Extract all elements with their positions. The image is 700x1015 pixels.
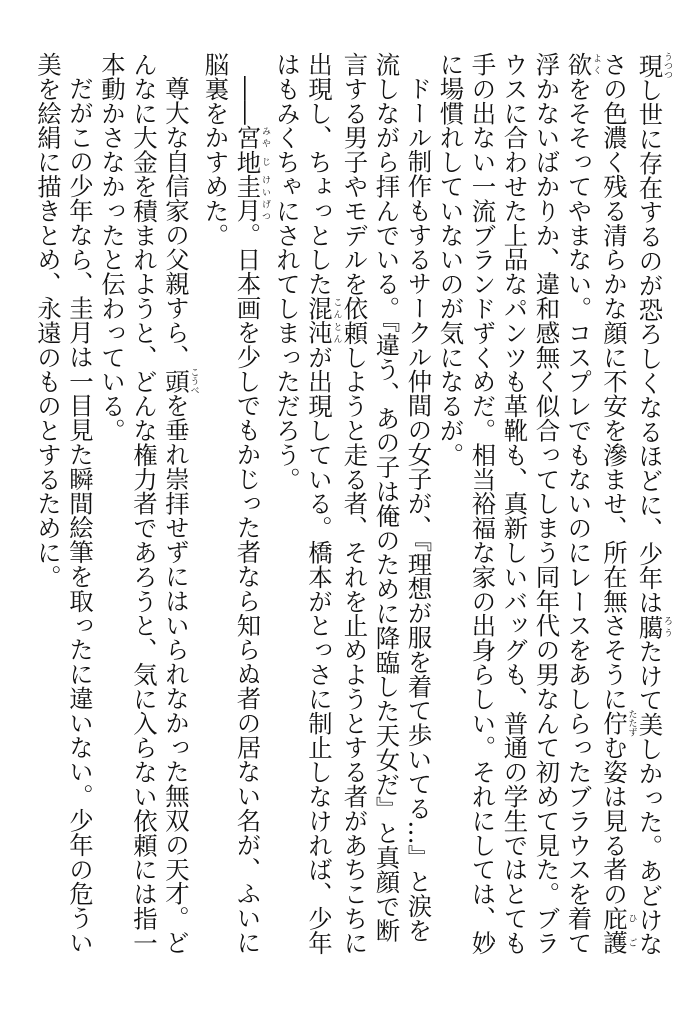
ruby-reading: こうべ <box>188 367 199 395</box>
ruby-annotation <box>599 906 637 931</box>
ruby-annotation <box>161 367 199 395</box>
ruby-base: 頭 <box>161 367 190 395</box>
ruby-base: 月 <box>232 198 262 223</box>
ruby-annotation <box>304 296 342 321</box>
text-run: たけて美しかった。あどけなさの色濃く残る清らかな顔に不安を滲ませ、所在無さそうに <box>599 52 664 957</box>
ruby-annotation <box>563 52 601 77</box>
ruby-base: 圭 <box>232 173 262 199</box>
paragraph-2 <box>270 52 434 962</box>
ruby-base: 欲 <box>563 52 593 77</box>
text-run: 。日本画を少しでもかじった者なら知らぬ者の居ない名が、ふいに脳裏をかすめた。 <box>200 52 262 955</box>
ruby-reading: じ <box>260 149 270 174</box>
ruby-reading: こん <box>331 296 342 321</box>
ruby-reading: よく <box>591 52 601 77</box>
text-run: し世に存在するのが恐ろしくなるほどに、少年は <box>634 77 664 615</box>
text-run: を垂れ崇拝せずにはいられなかった無双の天才。どんなに大金を積まれようと、どんな権力者であろうと、気に入らない依頼には指一本動かさなかったと伝わっている。 <box>97 52 190 955</box>
ruby-reading: うつつ <box>662 52 672 79</box>
ruby-annotation <box>232 198 270 223</box>
ruby-annotation <box>232 125 270 150</box>
paragraph-1 <box>434 52 673 962</box>
paragraph-4 <box>95 52 199 962</box>
ruby-annotation <box>232 149 270 174</box>
ruby-reading: ご <box>626 930 637 955</box>
ruby-base: 庇 <box>599 906 628 931</box>
text-run: が出現している。橋本がとっさに制止しなければ、少年はもみくちゃにされてしまっただろう。 <box>272 52 333 955</box>
ruby-reading: たたず <box>626 709 637 737</box>
ruby-base: 宮 <box>232 125 262 150</box>
ruby-annotation <box>634 52 672 79</box>
vertical-text-body <box>31 52 672 962</box>
text-run: む姿は見る者の <box>599 735 628 907</box>
ruby-reading: けい <box>260 173 270 199</box>
paragraph-5 <box>31 52 95 962</box>
ruby-annotation <box>599 930 637 955</box>
ruby-base: 地 <box>232 149 262 174</box>
ruby-base: 佇 <box>599 709 628 737</box>
text-run: ―― <box>232 76 262 126</box>
text-run: をそそってやまない。コスプレでもないのにレースをあしらったブラウスを着て浮かないばかりか、違和感無く似合ってしまう同年代の男なんて初めて見た。ブラウスに合わせた上品なパンツも革靴も、真新しいバッグも、普通の学生ではとても手の出ない一流ブランドずくめだ。相当裕福な家の出身らしい。それにしては、妙に場慣れしていないのが気になるが。 <box>435 52 593 955</box>
text-run: だがこの少年なら、圭月は一目見た瞬間絵筆を取ったに違いない。少年の危うい美を絵絹に描きとめ、永遠のものとするために。 <box>33 52 94 955</box>
ruby-annotation <box>634 614 672 639</box>
ruby-base: 現 <box>634 52 664 79</box>
ruby-reading: げつ <box>260 198 270 223</box>
ruby-base: 混 <box>304 296 333 321</box>
ruby-annotation <box>232 173 270 199</box>
ruby-reading: とん <box>331 320 342 345</box>
paragraph-3 <box>199 52 271 962</box>
ruby-reading: みや <box>260 125 270 150</box>
text-run: ドール制作もするサークル仲間の女子が、『理想が服を着て歩いてる…』と涙を流しながら拝んでいる。『違う、あの子は俺のために降臨した天女だ』と真顔で断言する男子やモデルを依頼しようと走る者、それを止めようとする者があちこちに出現し、ちょっとした <box>304 52 433 955</box>
ruby-base: 沌 <box>304 320 333 345</box>
ruby-annotation <box>304 320 342 345</box>
ruby-base: 臈 <box>634 614 664 639</box>
text-run: 尊大な自信家の父親すら、 <box>161 76 190 370</box>
ruby-reading: ろう <box>662 614 672 639</box>
ruby-annotation <box>599 709 637 737</box>
ruby-base: 護 <box>599 930 628 955</box>
ruby-reading: ひ <box>626 906 637 931</box>
